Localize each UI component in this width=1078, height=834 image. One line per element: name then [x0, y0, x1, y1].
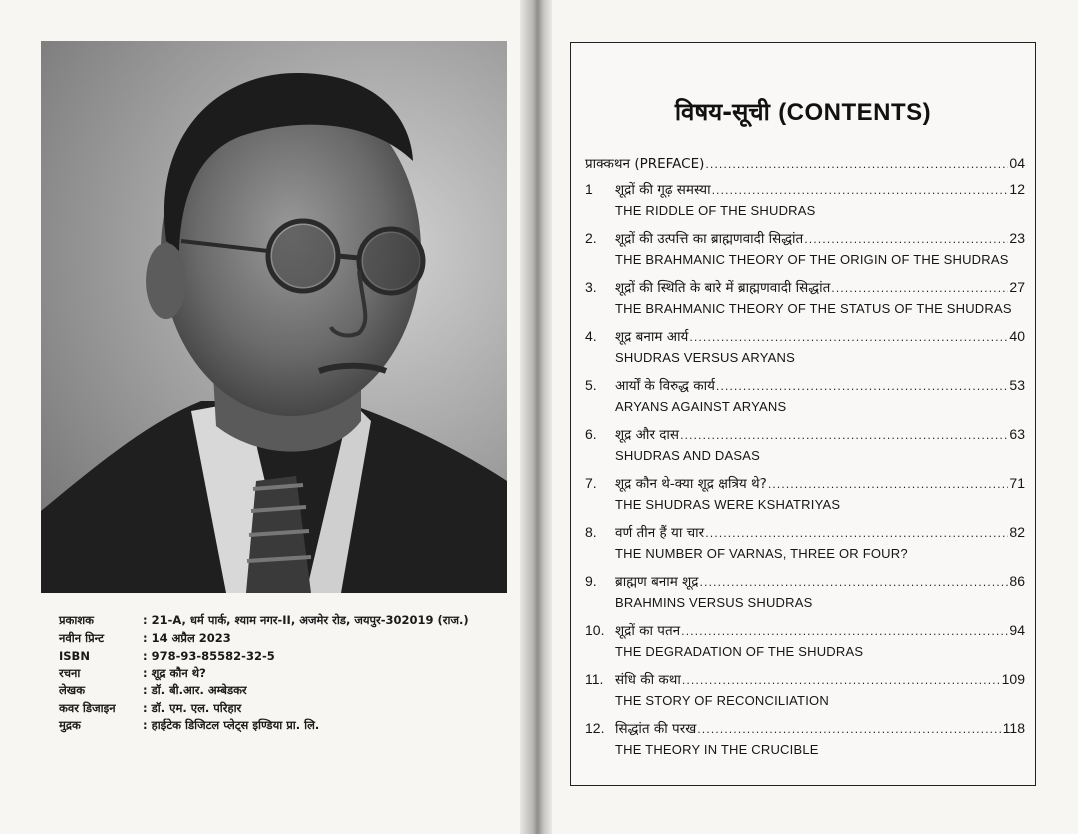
- toc-page-number: 40: [1009, 328, 1025, 344]
- toc-hindi-title: वर्ण तीन हैं या चार: [615, 525, 705, 541]
- toc-english-title: THE BRAHMANIC THEORY OF THE STATUS OF THE SHUDRAS: [615, 301, 1012, 316]
- imprint-row-work: [59, 665, 519, 683]
- toc-hindi-title: शूद्र और दास: [615, 427, 680, 443]
- imprint-row-cover-design: [59, 700, 519, 718]
- imprint-value: : डॉ. एम. एल. परिहार: [143, 700, 242, 715]
- toc-english-title: THE NUMBER OF VARNAS, THREE OR FOUR?: [615, 546, 908, 561]
- imprint-label: मुद्रक: [59, 718, 81, 733]
- dot-leader: [680, 429, 1008, 442]
- toc-chapter-number: 8.: [585, 524, 597, 540]
- toc-chapter-number: 12.: [585, 720, 605, 736]
- toc-english-title: THE THEORY IN THE CRUCIBLE: [615, 742, 819, 757]
- dot-leader: [716, 380, 1009, 393]
- toc-page-number: 82: [1009, 524, 1025, 540]
- toc-entry: [585, 278, 1025, 318]
- toc-english-title: SHUDRAS VERSUS ARYANS: [615, 350, 795, 365]
- toc-hindi-title: संधि की कथा: [615, 672, 681, 688]
- toc-preface-label: प्राक्कथन (PREFACE): [585, 156, 705, 172]
- toc-english-title: BRAHMINS VERSUS SHUDRAS: [615, 595, 813, 610]
- imprint-row-printer: [59, 717, 519, 735]
- contents-title-hindi: विषय-सूची: [674, 98, 770, 126]
- toc-hindi-title: शूद्रों की गूढ़ समस्या: [615, 182, 711, 198]
- toc-page-number: 53: [1009, 377, 1025, 393]
- toc-page-number: 71: [1009, 475, 1025, 491]
- imprint-details: [59, 612, 519, 735]
- toc-chapter-number: 9.: [585, 573, 597, 589]
- toc-chapter-number: 10.: [585, 622, 605, 638]
- toc-entry: [585, 572, 1025, 612]
- toc-page-number: 86: [1009, 573, 1025, 589]
- dot-leader: [682, 674, 1001, 687]
- toc-entry: [585, 229, 1025, 269]
- toc-english-title: SHUDRAS AND DASAS: [615, 448, 760, 463]
- imprint-value: : डॉ. बी.आर. अम्बेडकर: [143, 683, 247, 698]
- dot-leader: [768, 478, 1009, 491]
- dot-leader: [831, 282, 1008, 295]
- toc-chapter-number: 5.: [585, 377, 597, 393]
- dot-leader: [699, 576, 1008, 589]
- toc-hindi-title: शूद्र बनाम आर्य: [615, 329, 689, 345]
- dot-leader: [804, 233, 1008, 246]
- toc-hindi-title: शूद्रों की स्थिति के बारे में ब्राह्मणवादी सिद्धांत: [615, 280, 831, 296]
- book-gutter: [520, 0, 552, 834]
- toc-english-title: THE SHUDRAS WERE KSHATRIYAS: [615, 497, 841, 512]
- toc-hindi-title: शूद्रों का पतन: [615, 623, 681, 639]
- contents-title-english: (CONTENTS): [778, 99, 932, 126]
- toc-hindi-title: शूद्रों की उत्पत्ति का ब्राह्मणवादी सिद्धांत: [615, 231, 804, 247]
- imprint-value: : 21-A, धर्म पार्क, श्याम नगर-II, अजमेर रोड, जयपुर-302019 (राज.): [143, 613, 469, 628]
- toc-entry: [585, 621, 1025, 661]
- toc-entry: [585, 670, 1025, 710]
- imprint-label: नवीन प्रिन्ट: [59, 630, 105, 645]
- toc-chapter-number: 7.: [585, 475, 597, 491]
- toc-chapter-number: 3.: [585, 279, 597, 295]
- toc-english-title: THE DEGRADATION OF THE SHUDRAS: [615, 644, 864, 659]
- dot-leader: [712, 184, 1009, 197]
- toc-entry: [585, 180, 1025, 220]
- toc-hindi-title: ब्राह्मण बनाम शूद्र: [615, 574, 699, 590]
- toc-page-number: 23: [1009, 230, 1025, 246]
- imprint-label: प्रकाशक: [59, 613, 95, 628]
- toc-hindi-title: शूद्र कौन थे-क्या शूद्र क्षत्रिय थे?: [615, 476, 767, 492]
- toc-chapter-number: 1: [585, 181, 593, 197]
- toc-english-title: THE RIDDLE OF THE SHUDRAS: [615, 203, 816, 218]
- imprint-value: : 14 अप्रैल 2023: [143, 630, 231, 645]
- imprint-value: : 978-93-85582-32-5: [143, 648, 275, 663]
- toc-page-number: 109: [1001, 671, 1025, 687]
- toc-entry: [585, 376, 1025, 416]
- dot-leader: [681, 625, 1008, 638]
- dot-leader: [689, 331, 1008, 344]
- toc-entry: [585, 425, 1025, 465]
- imprint-row-author: [59, 682, 519, 700]
- imprint-value: : शूद्र कौन थे?: [143, 665, 206, 680]
- toc-english-title: ARYANS AGAINST ARYANS: [615, 399, 787, 414]
- toc-chapter-number: 6.: [585, 426, 597, 442]
- toc-page-number: 118: [1002, 720, 1025, 736]
- imprint-label: रचना: [59, 665, 81, 680]
- toc-hindi-title: आर्यों के विरुद्ध कार्य: [615, 378, 715, 394]
- toc-page-number: 12: [1009, 181, 1025, 197]
- toc-english-title: THE STORY OF RECONCILIATION: [615, 693, 829, 708]
- toc-page-number: 94: [1009, 622, 1025, 638]
- dot-leader: [705, 527, 1008, 540]
- dot-leader: [705, 158, 1008, 171]
- imprint-label: ISBN: [59, 648, 90, 663]
- dot-leader: [697, 723, 1001, 736]
- toc-chapter-number: 2.: [585, 230, 597, 246]
- toc-entry: [585, 474, 1025, 514]
- toc-hindi-title: सिद्धांत की परख: [615, 721, 697, 737]
- toc-entry: [585, 719, 1025, 759]
- toc-page-number: 04: [1009, 155, 1025, 171]
- imprint-row-publisher: [59, 612, 519, 630]
- toc-chapter-number: 11.: [585, 671, 604, 687]
- toc-page-number: 27: [1009, 279, 1025, 295]
- imprint-label: कवर डिजाइन: [59, 700, 116, 715]
- imprint-value: : हाईटेक डिजिटल प्लेट्स इण्डिया प्रा. लि.: [143, 718, 320, 733]
- toc-entry-preface: [585, 154, 1025, 176]
- author-portrait: [41, 41, 507, 593]
- imprint-row-isbn: [59, 647, 519, 665]
- imprint-label: लेखक: [59, 683, 86, 698]
- imprint-row-print-date: [59, 630, 519, 648]
- toc-english-title: THE BRAHMANIC THEORY OF THE ORIGIN OF THE SHUDRAS: [615, 252, 1009, 267]
- toc-entry: [585, 327, 1025, 367]
- toc-entry: [585, 523, 1025, 563]
- toc-page-number: 63: [1009, 426, 1025, 442]
- toc-chapter-number: 4.: [585, 328, 597, 344]
- contents-title: [571, 95, 1035, 128]
